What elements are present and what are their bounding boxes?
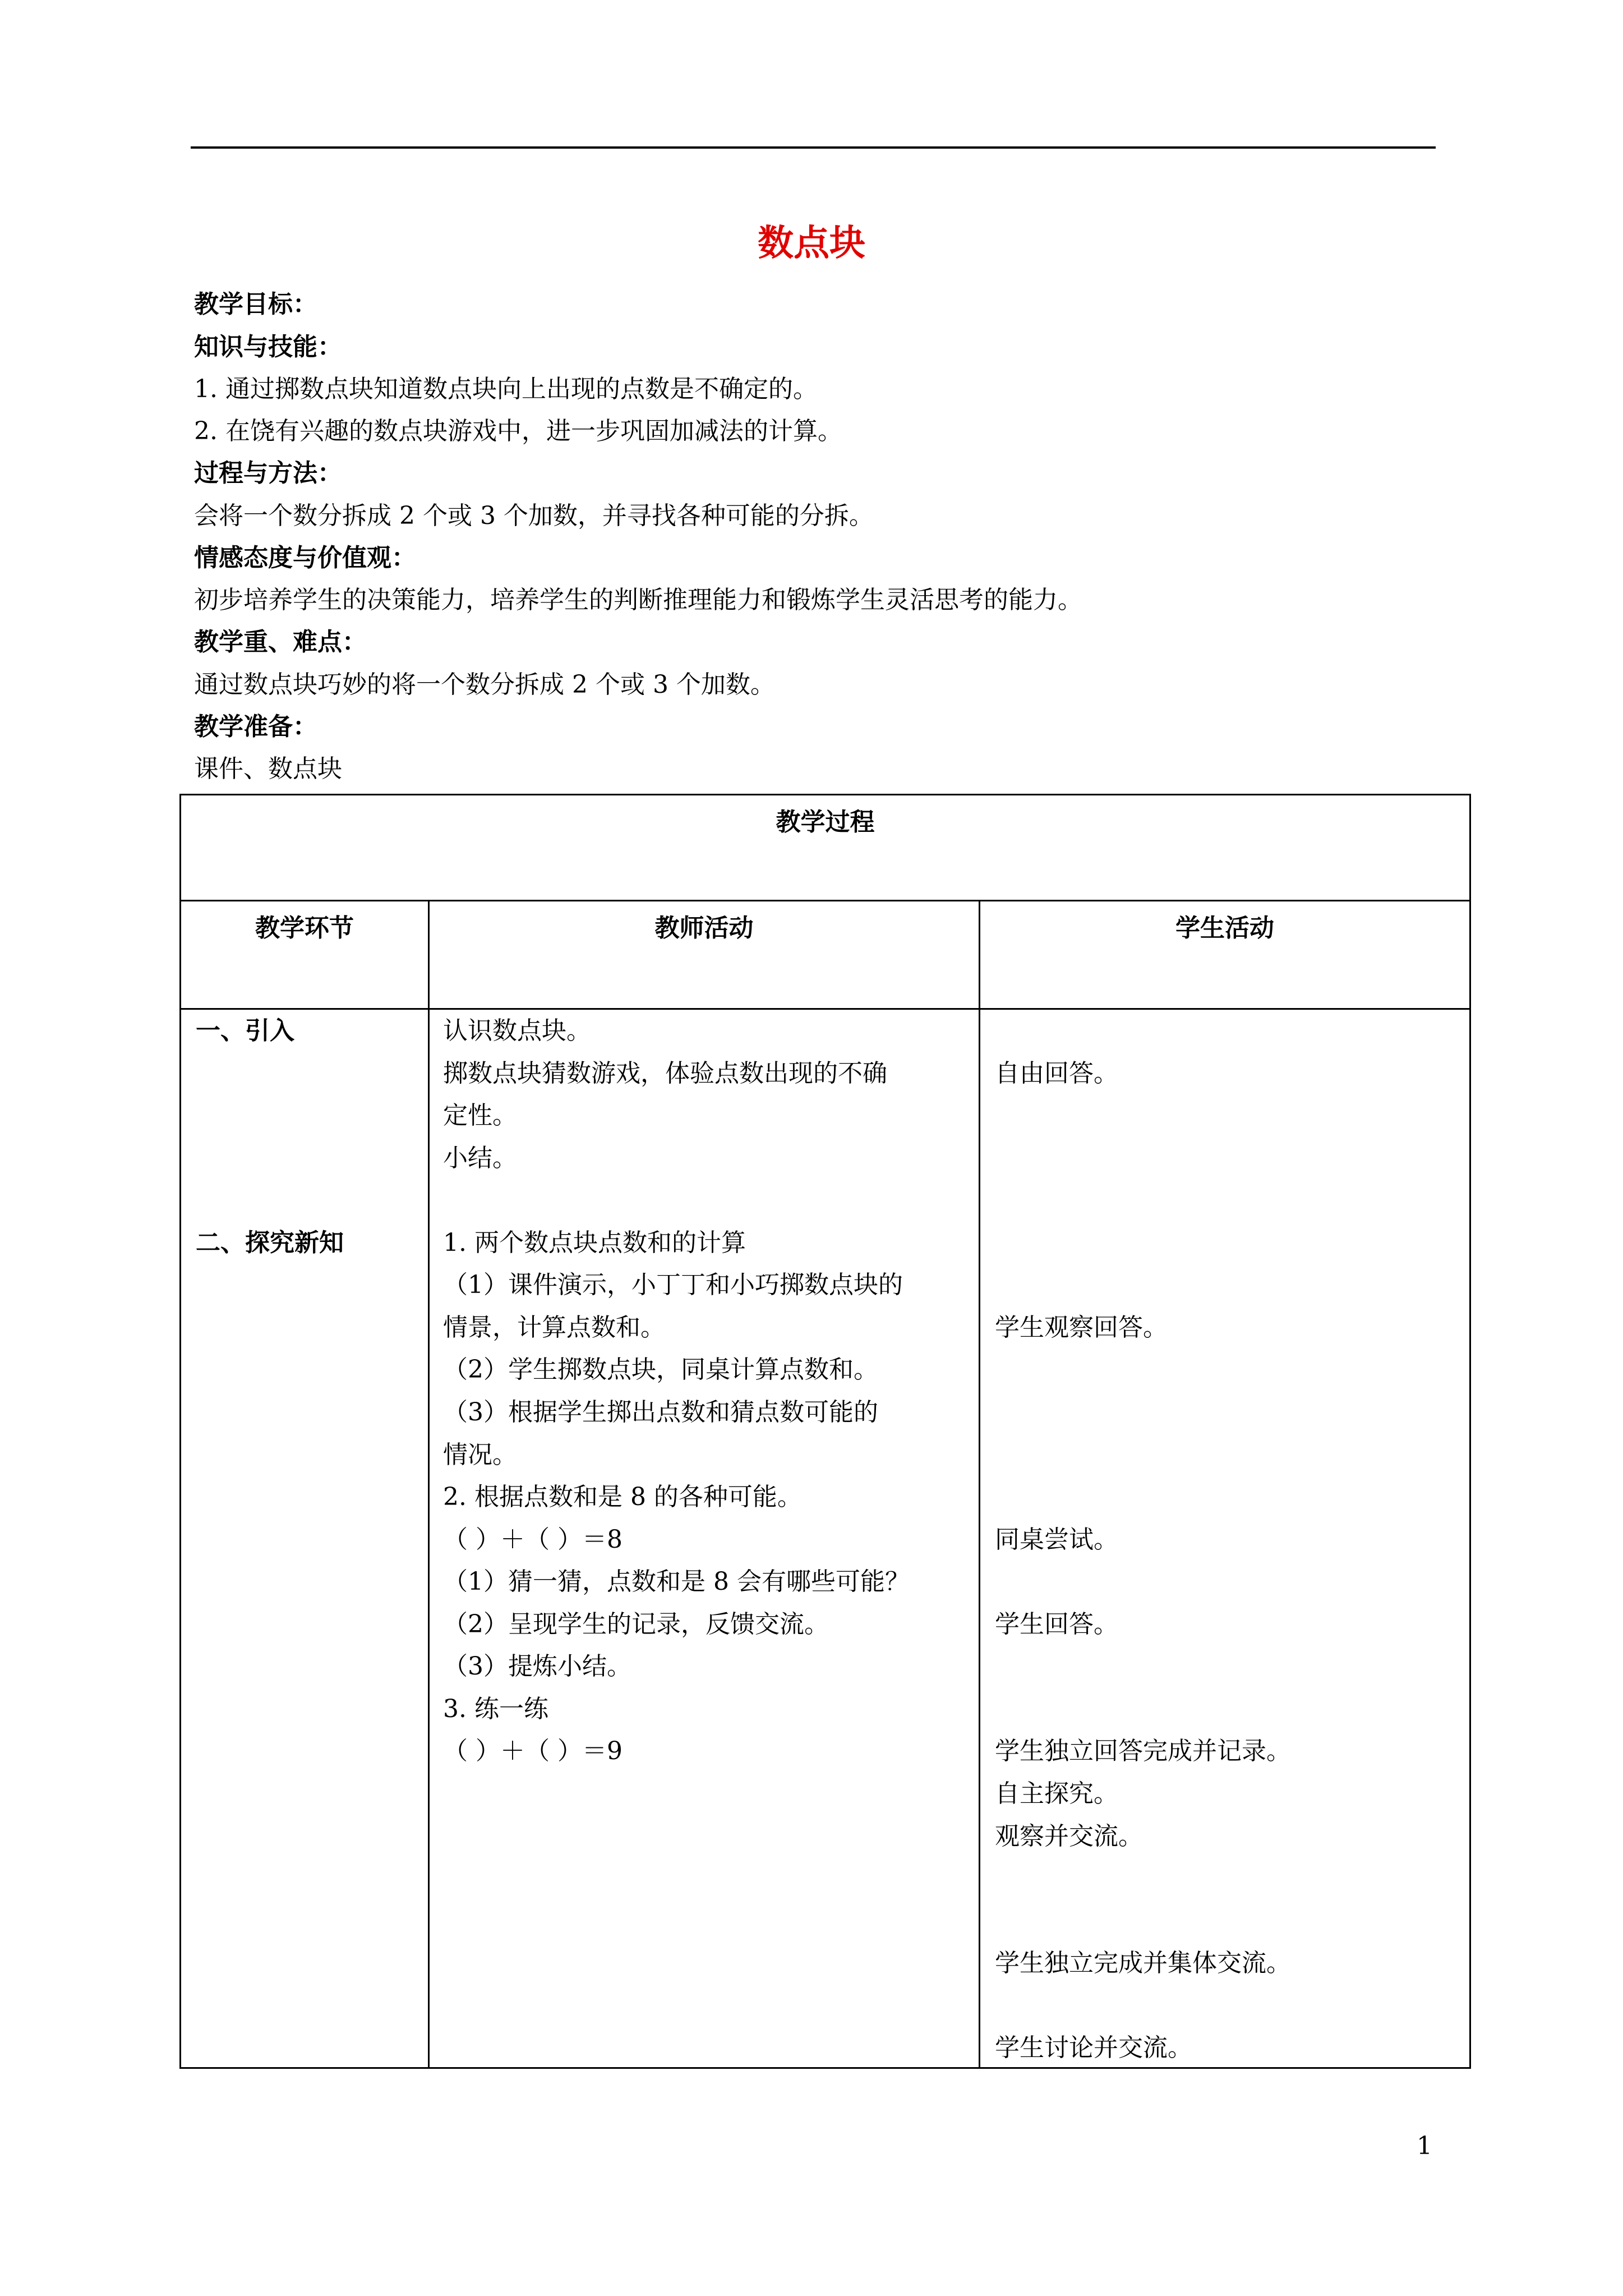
objectives-heading: 教学目标：: [194, 290, 317, 319]
student-line: 学生观察回答。: [995, 1313, 1168, 1342]
knowledge-heading: 知识与技能：: [194, 333, 342, 361]
teacher-line: （2）学生掷数点块，同桌计算点数和。: [443, 1355, 878, 1384]
knowledge-item-1: 1. 通过掷数点块知道数点块向上出现的点数是不确定的。: [194, 375, 818, 403]
teacher-line: （ ）＋（ ）＝8: [443, 1525, 623, 1554]
student-line: 观察并交流。: [995, 1822, 1143, 1851]
teacher-line: 1. 两个数点块点数和的计算: [443, 1228, 746, 1257]
teacher-line: （2）呈现学生的记录，反馈交流。: [443, 1610, 829, 1639]
stage-intro: 一、引入: [196, 1016, 294, 1045]
table-caption: 教学过程: [181, 795, 1470, 901]
student-activity-cell: [980, 1009, 1470, 2068]
teaching-process-table: [179, 794, 1471, 2069]
preparation-heading: 教学准备：: [194, 712, 317, 741]
teacher-line: 掷数点块猜数游戏，体验点数出现的不确: [443, 1059, 887, 1088]
preparation-text: 课件、数点块: [194, 754, 342, 783]
teacher-activity-cell: [429, 1009, 980, 2068]
teacher-line: （1）猜一猜，点数和是 8 会有哪些可能？: [443, 1567, 910, 1596]
teacher-line: 小结。: [443, 1144, 517, 1172]
teacher-line: 情景，计算点数和。: [443, 1313, 665, 1342]
teacher-line: （3）提炼小结。: [443, 1652, 631, 1681]
teacher-line: 2. 根据点数和是 8 的各种可能。: [443, 1483, 802, 1511]
page-number: 1: [1417, 2132, 1432, 2160]
student-line: 自主探究。: [995, 1779, 1118, 1808]
student-line: 学生独立回答完成并记录。: [995, 1737, 1291, 1765]
teacher-line: （ ）＋（ ）＝9: [443, 1737, 623, 1765]
knowledge-item-2: 2. 在饶有兴趣的数点块游戏中，进一步巩固加减法的计算。: [194, 417, 842, 445]
column-header-student: 学生活动: [980, 901, 1470, 1009]
teacher-line: 定性。: [443, 1101, 517, 1130]
teacher-line: （1）课件演示，小丁丁和小巧掷数点块的: [443, 1271, 903, 1299]
teacher-line: （3）根据学生掷出点数和猜点数可能的: [443, 1398, 878, 1427]
student-line: 学生讨论并交流。: [995, 2033, 1192, 2062]
teacher-line: 3. 练一练: [443, 1695, 548, 1723]
teacher-line: 认识数点块。: [443, 1016, 591, 1045]
document-title: 数点块: [758, 223, 865, 264]
emotion-heading: 情感态度与价值观：: [194, 544, 416, 572]
teacher-line: 情况。: [443, 1441, 517, 1469]
column-header-stage: 教学环节: [181, 901, 429, 1009]
column-header-teacher: 教师活动: [429, 901, 980, 1009]
emotion-text: 初步培养学生的决策能力，培养学生的判断推理能力和锻炼学生灵活思考的能力。: [194, 586, 1082, 614]
process-heading: 过程与方法：: [194, 459, 342, 487]
student-line: 同桌尝试。: [995, 1525, 1118, 1554]
student-line: 学生回答。: [995, 1610, 1118, 1639]
student-line: 学生独立完成并集体交流。: [995, 1949, 1291, 1977]
key-points-heading: 教学重、难点：: [194, 628, 367, 656]
header-rule: [191, 146, 1436, 149]
stage-explore: 二、探究新知: [196, 1228, 344, 1257]
key-points-text: 通过数点块巧妙的将一个数分拆成 2 个或 3 个加数。: [194, 670, 775, 699]
student-line: 自由回答。: [995, 1059, 1118, 1088]
process-text: 会将一个数分拆成 2 个或 3 个加数，并寻找各种可能的分拆。: [194, 501, 874, 530]
stage-cell: [181, 1009, 429, 2068]
